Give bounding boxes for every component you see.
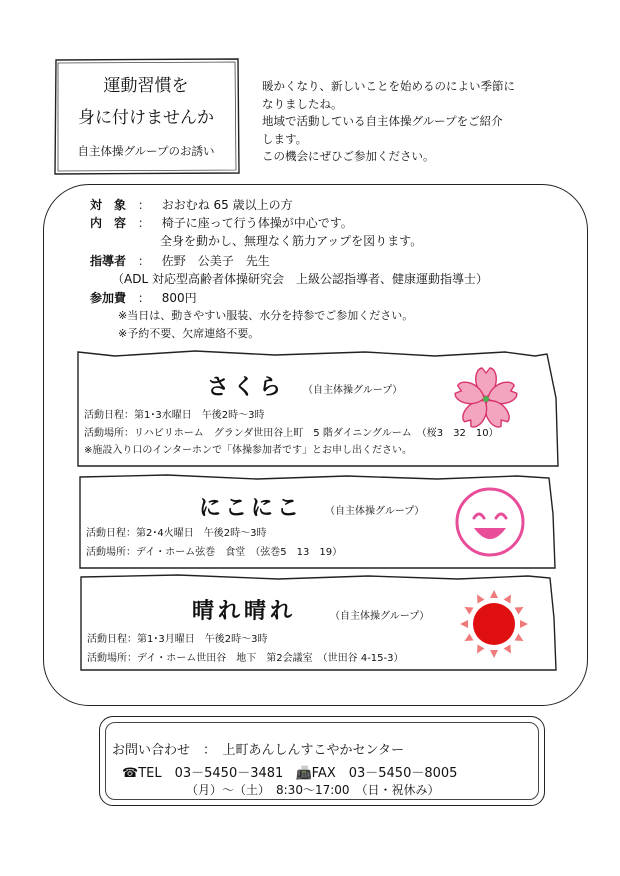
separator: ：: [137, 291, 150, 305]
separator: ：: [137, 198, 150, 212]
info-section: [90, 196, 570, 346]
instructor-value: 佐野 公美子 先生: [161, 254, 270, 268]
intro-line: 暖かくなり、新しいことを始めるのによい季節に: [262, 79, 515, 93]
location: 活動場所：デイ・ホーム弦巻 食堂 （弦巻5 13 19）: [86, 547, 343, 558]
schedule: 活動日程：第2･4火曜日 午後2時～3時: [86, 528, 267, 539]
group-name: にこにこ: [199, 496, 304, 521]
location: 活動場所：リハビリホーム グランダ世田谷上町 5 階ダイニングルーム （桜3 32 10）: [84, 428, 499, 439]
contact-hours: （月）～（土） 8:30～17:00 （日・祝休み）: [186, 783, 440, 797]
fax-number: FAX 03－5450－8005: [311, 766, 458, 781]
target-label: 対 象: [90, 198, 127, 212]
target-value: おおむね 65 歳以上の方: [161, 198, 293, 212]
content-label: 内 容: [90, 216, 127, 230]
group-sakura: [75, 350, 560, 468]
group-subtitle: （自主体操グループ）: [325, 506, 425, 517]
note-1: ※当日は、動きやすい服装、水分を持参でご参加ください。: [118, 309, 414, 322]
title-box: [52, 57, 240, 175]
group-subtitle: （自主体操グループ）: [303, 385, 403, 396]
separator: ：: [137, 254, 150, 268]
intro-text: [262, 78, 552, 166]
phone-number: TEL 03－5450－3481: [138, 766, 284, 781]
intro-line: なりましたね。: [262, 96, 343, 111]
target-row: [90, 196, 293, 213]
group-name: さくら: [207, 375, 286, 400]
title-line-1: 運動習慣を: [103, 76, 189, 96]
contact-phone-row: [122, 762, 457, 781]
note-2: ※予約不要、欠席連絡不要。: [118, 327, 260, 340]
fee-row: [90, 289, 197, 306]
intro-line: この機会にぜひご参加ください。: [262, 149, 435, 163]
contact-title: お問い合わせ ： 上町あんしんすこやかセンター: [112, 743, 404, 758]
smiley-face-icon: [452, 484, 528, 560]
instructor-label: 指導者: [90, 254, 127, 268]
intro-line: 地域で活動している自主体操グループをご紹介: [262, 114, 503, 128]
instructor-note: （ADL 対応型高齢者体操研究会 上級公認指導者、健康運動指導士）: [112, 272, 488, 286]
entry-note: ※施設入り口のインターホンで「体操参加者です」とお申し出ください。: [84, 445, 412, 456]
separator: ：: [137, 216, 150, 230]
sun-icon: [458, 588, 530, 660]
intro-line: します。: [262, 131, 308, 146]
content-value-2: 全身を動かし、無理なく筋力アップを図ります。: [160, 234, 423, 248]
group-name: 晴れ晴れ: [192, 599, 297, 624]
title-subtitle: 自主体操グループのお誘い: [77, 144, 215, 158]
location: 活動場所：デイ・ホーム世田谷 地下 第2会議室 （世田谷 4-15-3）: [87, 653, 404, 664]
group-harebare: [78, 574, 558, 672]
phone-icon: ☎: [122, 766, 139, 781]
schedule: 活動日程：第1･3月曜日 午後2時～3時: [87, 634, 268, 645]
group-subtitle: （自主体操グループ）: [330, 611, 430, 622]
fee-value: 800円: [161, 291, 197, 305]
content-value: 椅子に座って行う体操が中心です。: [161, 216, 353, 230]
sakura-flower-icon: [451, 362, 521, 432]
fee-label: 参加費: [90, 291, 127, 305]
group-nikoniko: [77, 474, 557, 570]
content-row: [90, 214, 353, 231]
schedule: 活動日程：第1･3水曜日 午後2時～3時: [84, 410, 265, 421]
instructor-row: [90, 252, 270, 269]
fax-icon: 📠: [295, 766, 312, 781]
title-line-2: 身に付けませんか: [78, 108, 214, 128]
